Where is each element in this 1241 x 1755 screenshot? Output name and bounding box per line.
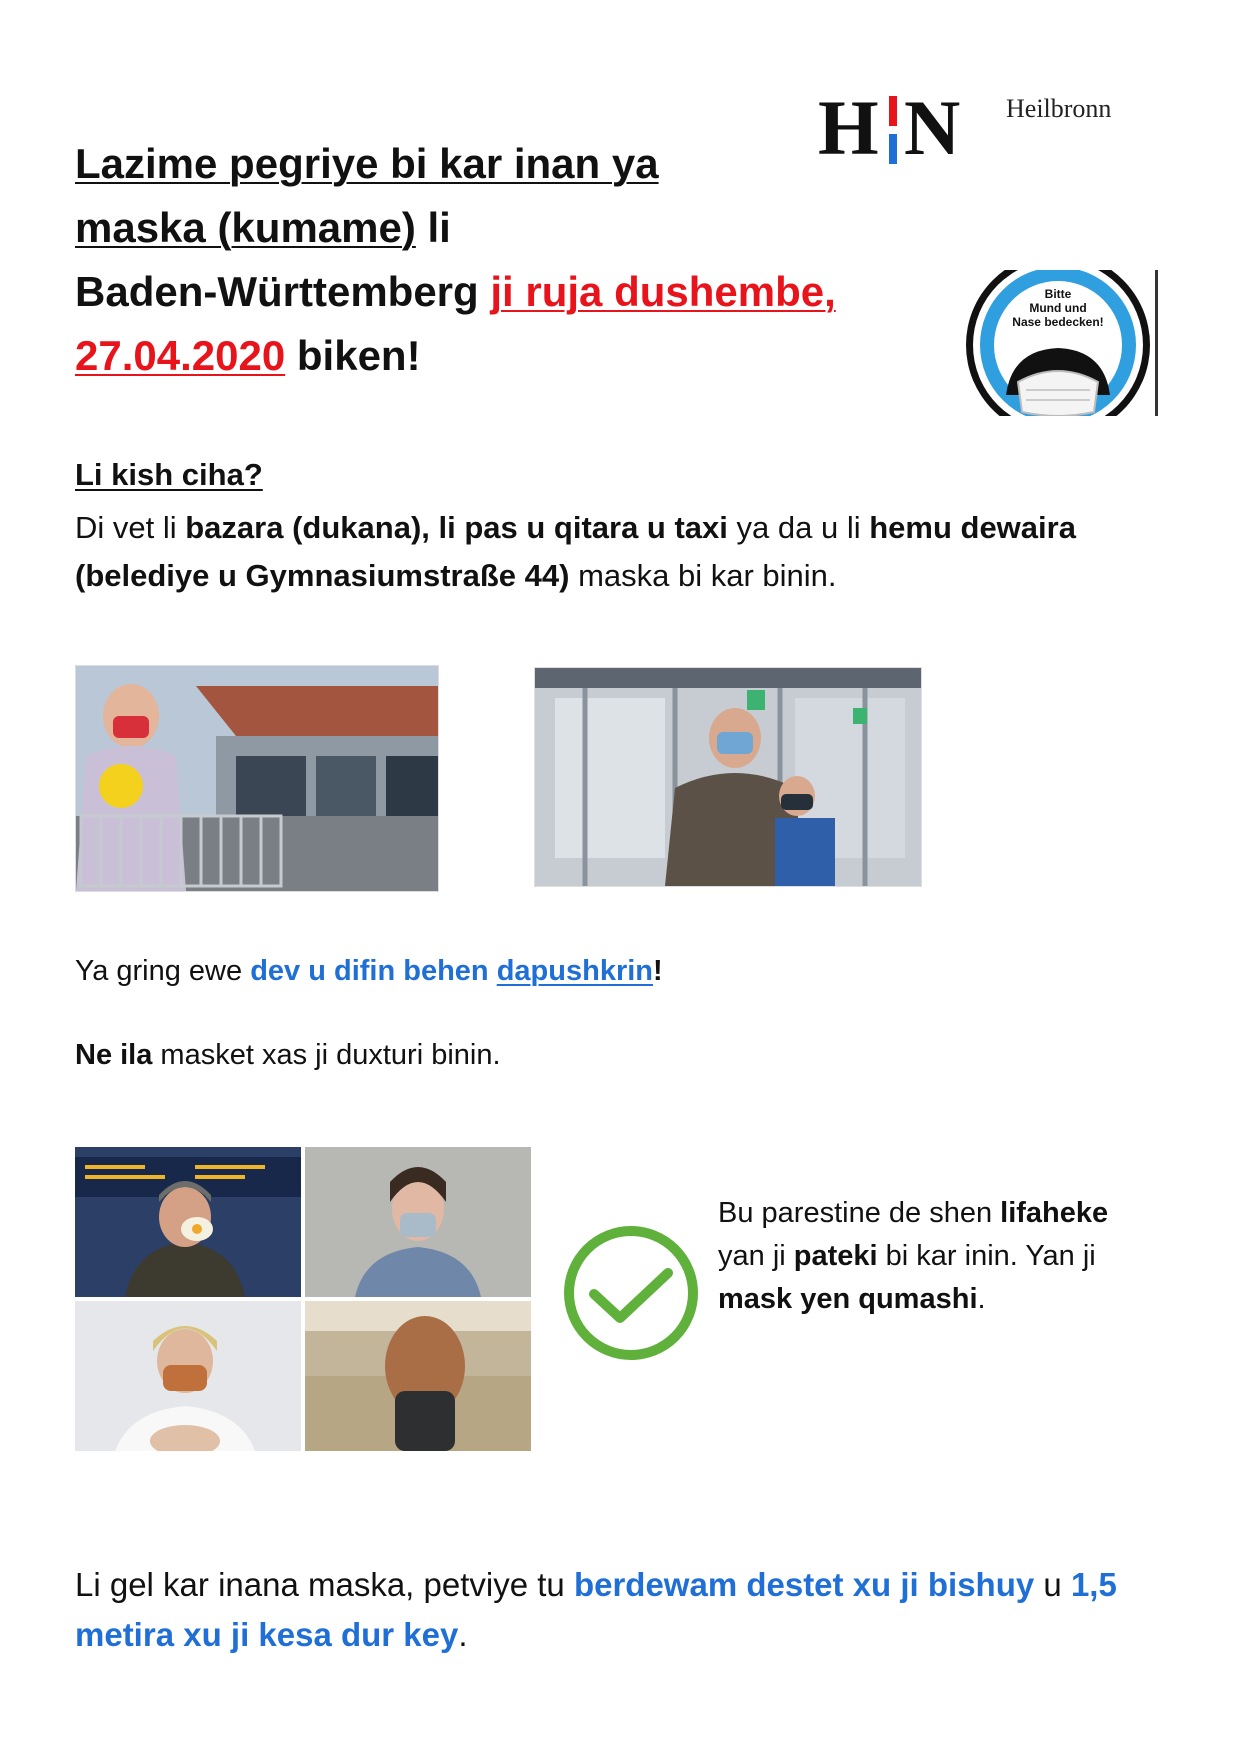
- cover-bold-1: dev u difin behen: [250, 955, 497, 987]
- grid-photo-station: [75, 1147, 301, 1297]
- mask-sign-icon: [962, 270, 1158, 416]
- options-text-1: Bu parestine de shen: [718, 1197, 1001, 1229]
- cover-end: !: [653, 955, 663, 987]
- check-icon: [556, 1218, 706, 1368]
- title-line-4b: biken!: [285, 332, 421, 379]
- distance-text-3: .: [458, 1616, 468, 1653]
- medical-bold: Ne ila: [75, 1039, 153, 1071]
- logo-city: Heilbronn: [1006, 94, 1112, 123]
- options-bold-3: mask yen qumashi: [718, 1283, 978, 1315]
- sign-text-3: Nase bedecken!: [1012, 315, 1104, 329]
- title-line-3a: Baden-Württemberg: [75, 268, 491, 315]
- cover-instruction: [75, 955, 663, 988]
- distance-bold-1: berdewam destet xu ji bishuy: [573, 1566, 1035, 1603]
- medical-text: masket xas ji duxturi binin.: [152, 1039, 501, 1071]
- page-title: [75, 132, 955, 388]
- title-line-1: Lazime pegriye bi kar inan ya: [75, 140, 659, 187]
- where-text-2: ya da u li: [727, 510, 870, 545]
- where-text-3: maska bi kar binin.: [569, 558, 837, 593]
- title-line-2: [75, 196, 955, 260]
- title-date: 27.04.2020: [75, 332, 286, 379]
- distance-text-1: Li gel kar inana maska, petviye tu: [75, 1566, 574, 1603]
- sign-text-2: Mund und: [1029, 301, 1087, 315]
- options-text-3: bi kar inin. Yan ji: [877, 1240, 1096, 1272]
- cover-text-1: Ya gring ewe: [75, 955, 251, 987]
- sign-text-1: Bitte: [1044, 287, 1072, 301]
- title-date-day: ji ruja dushembe,: [490, 268, 836, 315]
- mask-options: [718, 1192, 1138, 1321]
- grid-photo-woman-scarf: [305, 1301, 531, 1451]
- where-bold-2: hemu dewaira (belediye u Gymnasiumstraße 44): [75, 510, 1076, 593]
- where-bold-1: bazara (dukana), li pas u qitara u taxi: [185, 510, 728, 545]
- where-text-1: Di vet li: [75, 510, 186, 545]
- bus-photo: [534, 667, 922, 887]
- options-text-4: .: [977, 1283, 986, 1315]
- supermarket-photo: [75, 665, 439, 892]
- title-line-4: [75, 324, 955, 388]
- title-line-2b: li: [415, 204, 451, 251]
- options-bold-1: lifaheke: [1000, 1197, 1109, 1229]
- distance-bold-2: 1,5 metira xu ji kesa dur key: [75, 1566, 1117, 1653]
- where-heading: Li kish ciha?: [75, 457, 263, 492]
- title-line-2a: maska (kumame): [75, 204, 416, 251]
- options-text-2: yan ji: [718, 1240, 794, 1272]
- mask-sign: [962, 270, 1158, 416]
- grid-photo-woman-denim: [305, 1147, 531, 1297]
- title-line-3: [75, 260, 955, 324]
- logo-letter-n: N: [904, 84, 961, 171]
- distance-text-2: u: [1034, 1566, 1071, 1603]
- hygiene-instruction: [75, 1560, 1155, 1660]
- logo-letter-h: H: [818, 84, 879, 171]
- mask-photo-grid: [75, 1147, 531, 1451]
- grid-photo-woman-fabric: [75, 1301, 301, 1451]
- medical-note: [75, 1039, 501, 1072]
- where-paragraph: [75, 504, 1095, 600]
- options-bold-2: pateki: [793, 1240, 878, 1272]
- cover-bold-2: dapushkrin: [496, 955, 654, 987]
